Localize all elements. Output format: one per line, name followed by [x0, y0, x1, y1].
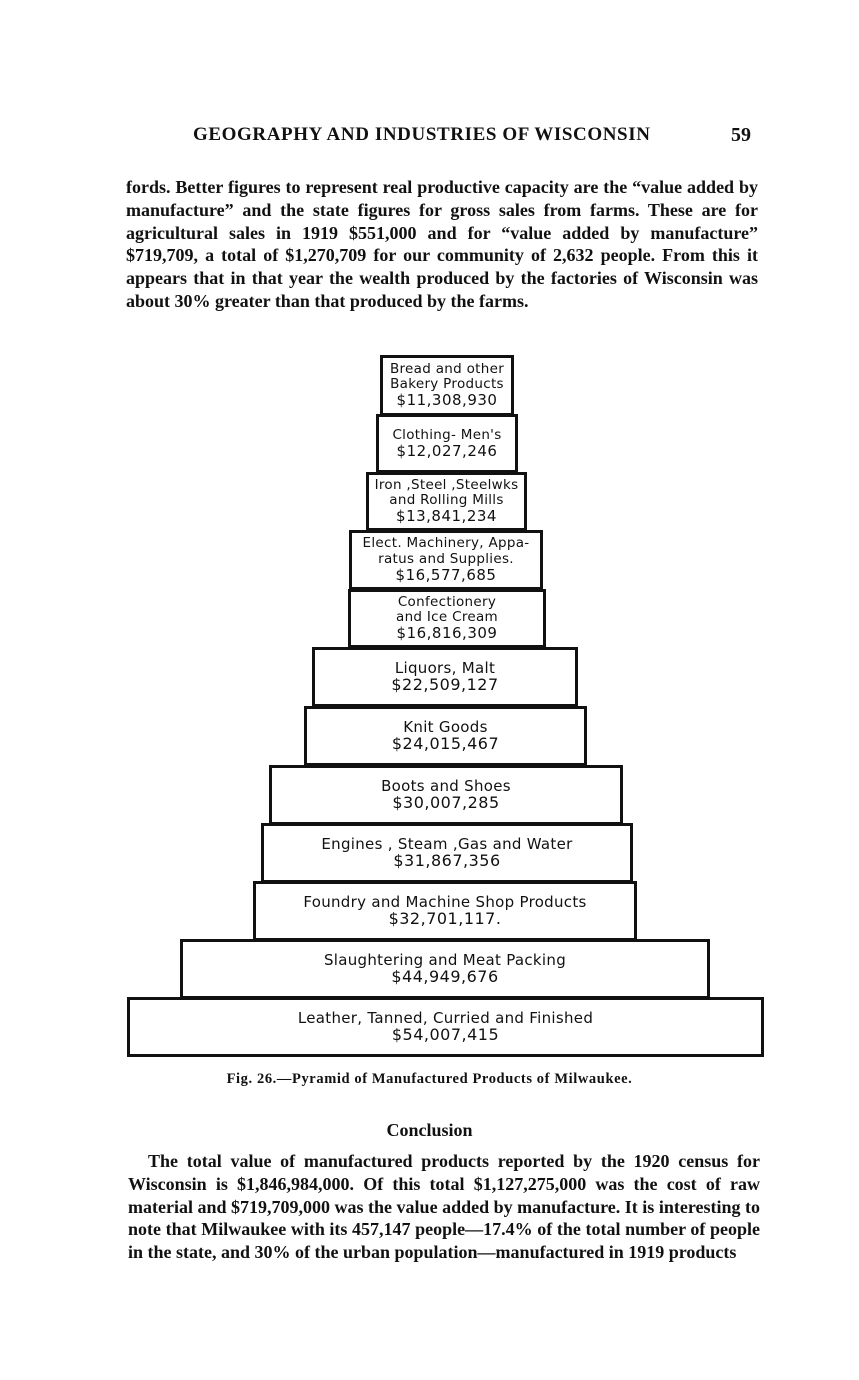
pyramid-tier-value: $12,027,246 — [396, 441, 498, 460]
running-title: GEOGRAPHY AND INDUSTRIES OF WISCONSIN — [193, 124, 651, 145]
pyramid-tier — [304, 706, 587, 766]
pyramid-tier — [261, 823, 633, 883]
pyramid-tier-label: Slaughtering and Meat Packing — [323, 950, 567, 969]
pyramid-tier-value: $22,509,127 — [391, 675, 499, 695]
pyramid-tier-label: Iron ,Steel ,Steelwks and Rolling Mills — [374, 476, 519, 509]
pyramid-tier — [380, 355, 514, 416]
pyramid-tier-label: Bread and other Bakery Products — [389, 360, 505, 393]
page-header — [0, 124, 859, 154]
pyramid-tier-value: $54,007,415 — [391, 1025, 500, 1045]
pyramid-tier — [180, 939, 710, 999]
pyramid-tier-value: $44,949,676 — [391, 967, 499, 987]
pyramid-tier-value: $32,701,117. — [388, 909, 502, 929]
pyramid-tier — [366, 472, 527, 531]
pyramid-tier — [348, 589, 546, 648]
pyramid-tier — [269, 765, 623, 825]
pyramid-tier-label: Engines , Steam ,Gas and Water — [321, 834, 573, 853]
figure-caption: Fig. 26.—Pyramid of Manufactured Products of Milwaukee. — [226, 1071, 633, 1087]
pyramid-tier-value: $16,816,309 — [396, 624, 498, 643]
body-paragraph-2 — [128, 1150, 760, 1264]
pyramid-tier-label: Foundry and Machine Shop Products — [303, 892, 587, 911]
pyramid-tier-value: $11,308,930 — [396, 391, 498, 410]
pyramid-tier-label: Knit Goods — [403, 717, 488, 736]
pyramid-tier-value: $24,015,467 — [391, 734, 500, 754]
pyramid-tier-value: $16,577,685 — [395, 565, 497, 584]
body-paragraph-1: fords. Better figures to represent real productive capacity are the “value added by manufacture” and the state figures for gross sales from farms. These are for agricultural sales in 1919 $551,000 and for “value added by manufacture” $719,709, a total of $1,270,709 for our community of 2,632 people. From this it appears that in that year the wealth produced by the factories of Wisconsin was about 30% greater than that produced by the farms. — [126, 177, 758, 311]
pyramid-tier-label: Elect. Machinery, Appa- ratus and Supplies. — [362, 535, 530, 567]
pyramid-tier — [253, 881, 637, 941]
pyramid-tier — [376, 414, 518, 473]
body-paragraph-2-text: The total value of manufactured products reported by the 1920 census for Wisconsin is $1,846,984,000. Of this total $1,127,275,000 was the cost of raw material and $719,709,000 was the value added by manufacture. It is interesting to note that Milwaukee with its 457,147 people—17.4% of the total number of people in the state, and 30% of the urban population—manufactured in 1919 products — [128, 1151, 760, 1263]
pyramid-tier-value: $31,867,356 — [393, 851, 501, 871]
pyramid-tier-label: Boots and Shoes — [381, 776, 511, 795]
pyramid-tier — [349, 530, 543, 590]
pyramid-tier — [312, 647, 578, 707]
pyramid-tier-value: $30,007,285 — [392, 793, 500, 813]
pyramid-tier-label: Leather, Tanned, Curried and Finished — [297, 1008, 594, 1027]
pyramid-tier-label: Clothing- Men's — [392, 426, 502, 443]
page-number: 59 — [731, 124, 751, 146]
pyramid-tier-label: Liquors, Malt — [394, 658, 496, 677]
pyramid-tier-value: $13,841,234 — [396, 507, 497, 526]
section-heading: Conclusion — [386, 1120, 473, 1140]
pyramid-tier-label: Confectionery and Ice Cream — [396, 593, 498, 626]
pyramid-tier — [127, 997, 764, 1057]
